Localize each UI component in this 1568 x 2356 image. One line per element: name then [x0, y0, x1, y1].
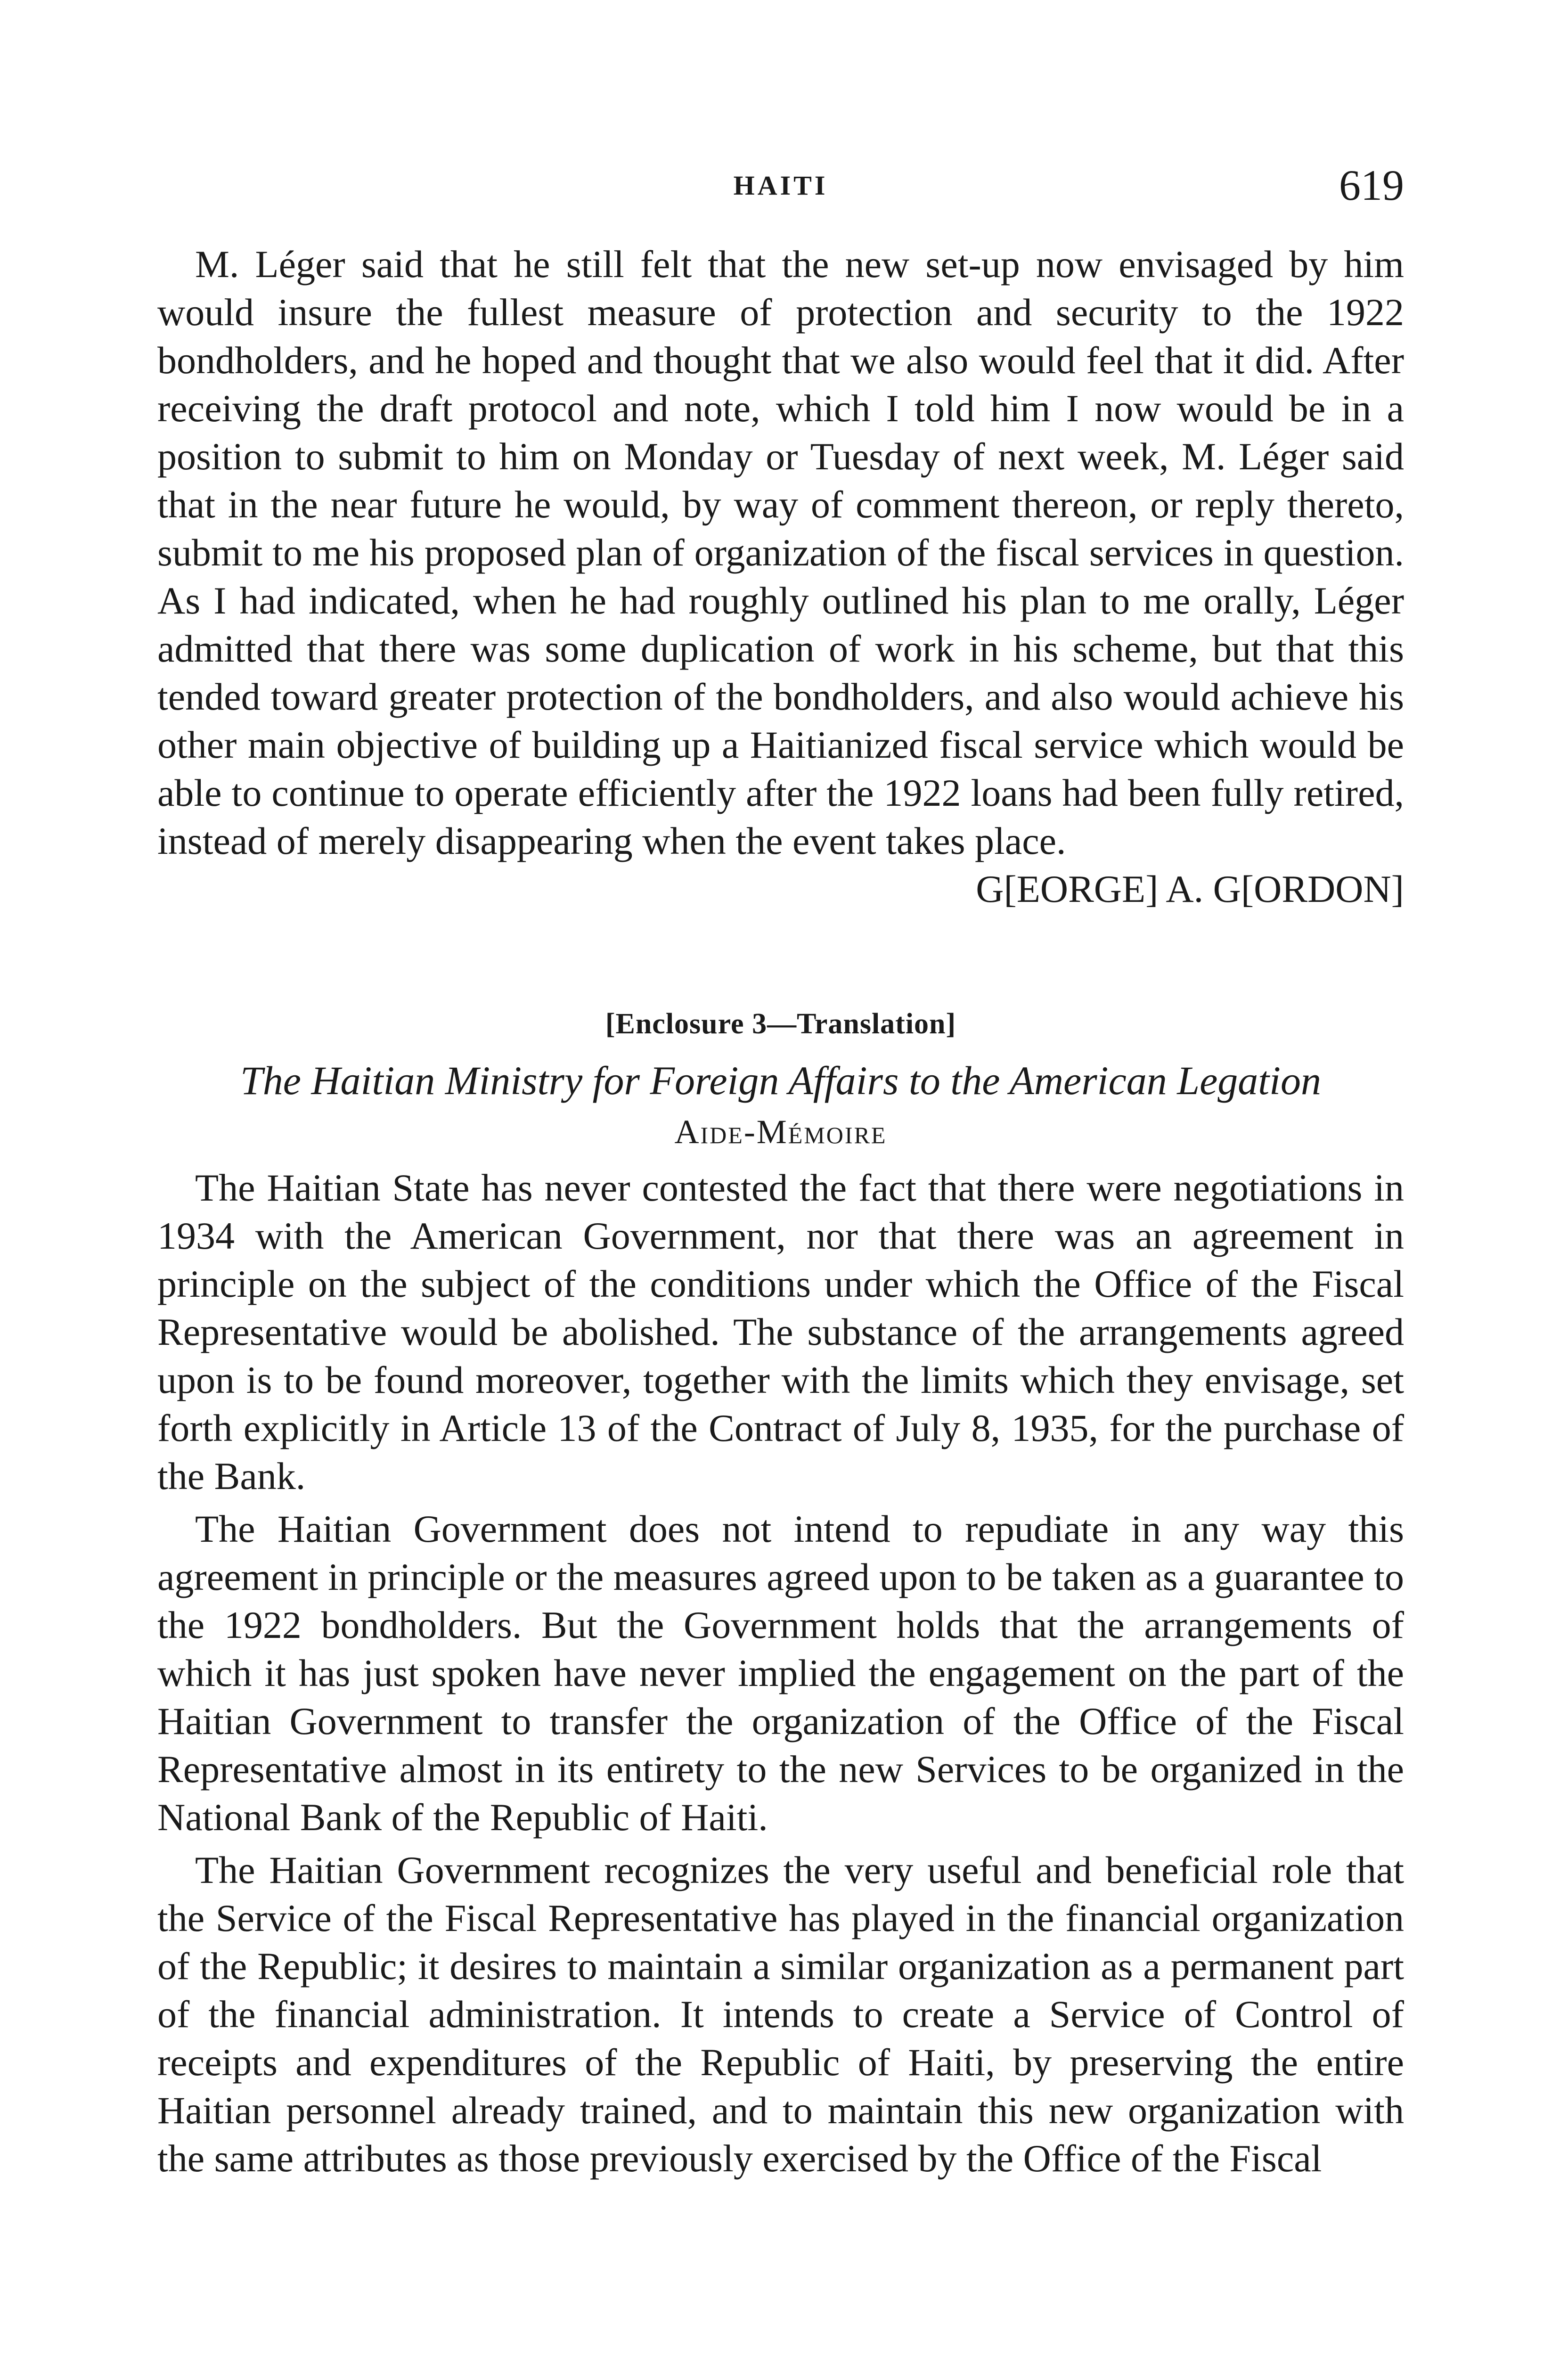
- running-title: HAITI: [733, 170, 828, 201]
- enclosure-heading: The Haitian Ministry for Foreign Affairs to the American Legation: [240, 1058, 1322, 1103]
- memoire-paragraph-3: The Haitian Government recognizes the very useful and beneficial role that the Service of the Fiscal Representative has played in the financial organization of the Republic; it desires to maintain a similar organization as a permanent part of the financial administration. It intends to create a Service of Control of receipts and expenditures of the Republic of Haiti, by preserving the entire Haitian personnel already trained, and to maintain this new organization with the same attributes as those previously exercised by the Office of the Fiscal: [157, 1849, 1404, 2180]
- memoire-paragraph-2: The Haitian Government does not intend to repudiate in any way this agreement in principle or the measures agreed upon to be taken as a guarantee to the 1922 bondholders. But the Government holds that the arrangements of which it has just spoken have never implied the engagement on the part of the Haitian Government to transfer the organization of the Office of the Fiscal Representative almost in its entirety to the new Services to be organized in the National Bank of the Republic of Haiti.: [157, 1507, 1404, 1839]
- memoire-paragraph-1: The Haitian State has never contested the fact that there were negotiations in 1934 with the American Government, nor that there was an agreement in principle on the subject of the conditions under which the Office of the Fiscal Representative would be abolished. The substance of the arrangements agreed upon is to be found moreover, together with the limits which they envisage, set forth explicitly in Article 13 of the Contract of July 8, 1935, for the purchase of the Bank.: [157, 1166, 1404, 1497]
- signature: G[EORGE] A. G[ORDON]: [976, 867, 1404, 910]
- running-head: [157, 160, 1404, 212]
- document-type: Aide-Mémoire: [674, 1113, 887, 1151]
- page-body: [157, 240, 1404, 2183]
- enclosure-label: [Enclosure 3—Translation]: [605, 1008, 956, 1040]
- page-number: 619: [1339, 161, 1404, 209]
- body-paragraph-1: M. Léger said that he still felt that the new set-up now envisaged by him would insure the fullest measure of protection and security to the 1922 bondholders, and he hoped and thought that we also would feel that it did. After receiving the draft protocol and note, which I told him I now would be in a position to submit to him on Monday or Tuesday of next week, M. Léger said that in the near future he would, by way of comment thereon, or reply thereto, submit to me his proposed plan of organization of the fiscal services in question. As I had indicated, when he had roughly outlined his plan to me orally, Léger admitted that there was some duplication of work in his scheme, but that this tended toward greater protection of the bondholders, and also would achieve his other main objective of building up a Haitianized fiscal service which would be able to continue to operate efficiently after the 1922 loans had been fully retired, instead of merely disappearing when the event takes place.: [157, 243, 1404, 862]
